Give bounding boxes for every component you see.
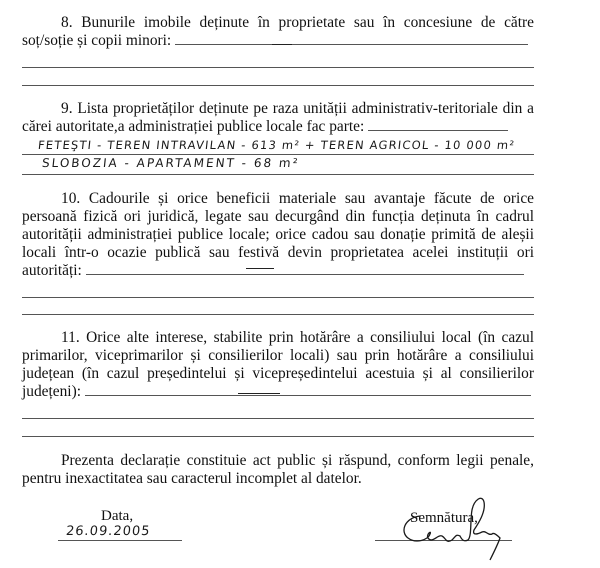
item-8-label: soț/soție și copii minori: [22,32,172,49]
item-10-label: autorități: [22,262,82,279]
item-9-handwritten-row-1: FETEŞTI - TEREN INTRAVILAN - 613 m² + TEREN AGRICOL - 10 000 m² [37,138,516,152]
item-11-answer-field[interactable] [85,395,531,396]
signature-stroke [404,498,500,560]
item-8-none-dash [272,44,292,45]
item-11-none-dash [238,393,280,394]
item-9-line-2 [22,118,534,136]
item-10-line-3: autorității administrației publice locale; orice cadou sau donație primită de aleșii [22,226,534,243]
item-10-line-4: locali într-o ocazie publică sau festivă devin proprietatea acelei instituții ori [22,244,534,261]
item-8-line-1: 8. Bunurile imobile deținute în proprietate sau în concesiune de către [61,14,534,31]
item-8-line-2 [22,32,534,50]
item-11-line-4 [22,383,534,401]
item-10-blank-line-2[interactable] [22,314,534,315]
item-11-label: județeni): [22,383,81,400]
item-9 [22,100,534,136]
item-8-answer-field[interactable] [175,44,528,45]
item-10-blank-line-1[interactable] [22,297,534,298]
item-10 [22,190,534,280]
item-11-blank-line-1[interactable] [22,418,534,419]
item-9-answer-field[interactable] [368,130,508,131]
declaration-line-2: pentru inexactitatea sau caracterul incomplet al datelor. [22,470,362,487]
item-9-line-row-2[interactable] [22,174,534,175]
signature-label: Semnătura, [410,510,478,526]
item-10-answer-field[interactable] [86,274,524,275]
item-11-line-3: județean (în cazul președintelui și vicepreședintelui acestuia și al consilierilor [22,365,534,382]
declaration [22,452,534,488]
handwritten-signature [398,490,508,562]
item-8-blank-line-1[interactable] [22,67,534,68]
item-11 [22,329,534,401]
item-10-line-1: 10. Cadourile și orice beneficii materiale sau avantaje făcute de orice [61,190,534,207]
item-10-line-2: persoană fizică ori juridică, legate sau decurgând din funcția deținuta în cadrul [22,208,534,225]
item-11-line-1: 11. Orice alte interese, stabilite prin hotărâre a consiliului local (în cazul [61,329,534,346]
date-line[interactable] [58,540,182,541]
item-10-none-dash [246,268,274,269]
item-9-handwritten-row-2: SLOBOZIA - APARTAMENT - 68 m² [41,156,301,170]
item-9-line-row-1[interactable] [22,154,534,155]
item-9-line-1: 9. Lista proprietăților deținute pe raza unității administrativ-teritoriale din a [61,100,534,117]
date-label: Data, [101,508,134,524]
date-value: 26.09.2005 [65,524,152,539]
item-8-blank-line-2[interactable] [22,85,534,86]
item-11-line-2: primarilor, viceprimarilor și consilierilor locali) sau prin hotărâre a consiliului [22,347,534,364]
item-11-blank-line-2[interactable] [22,436,534,437]
item-9-label: cărei autoritate,a administrației publice locale fac parte: [22,118,365,135]
item-10-line-5 [22,262,534,280]
declaration-line-1: Prezenta declarație constituie act public și răspund, conform legii penale, [61,452,534,469]
